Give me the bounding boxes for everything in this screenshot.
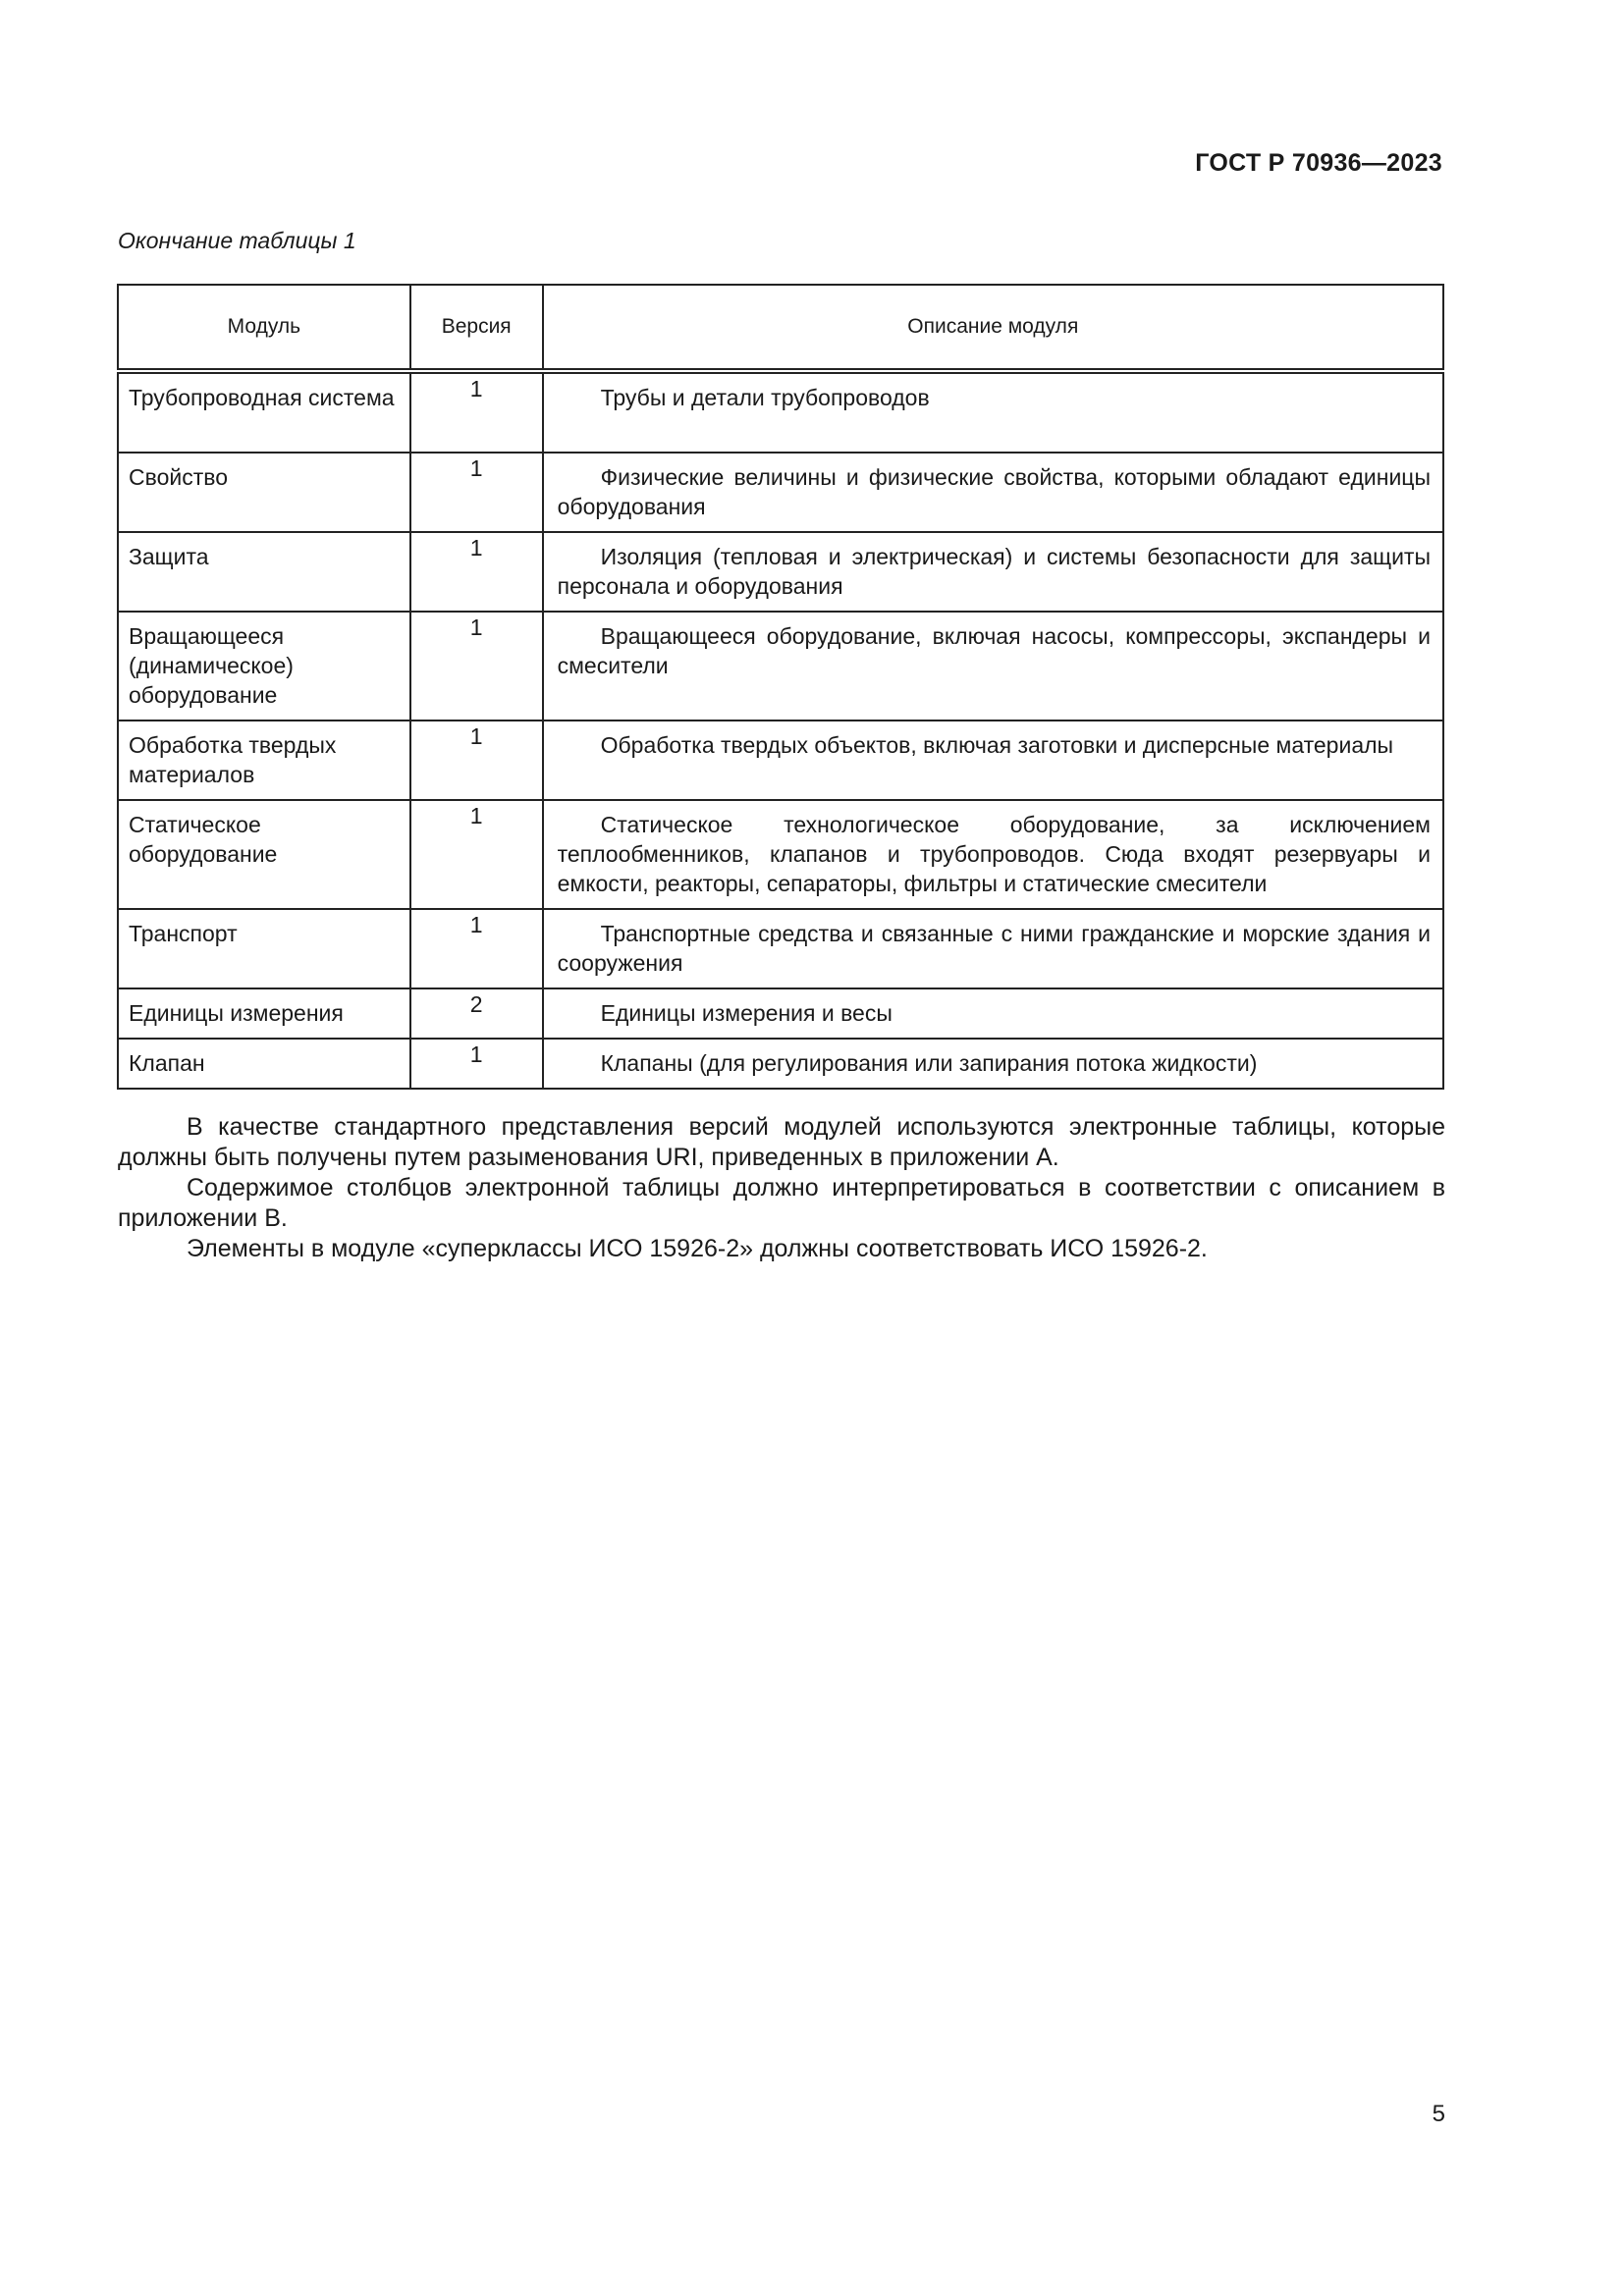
- module-description: Изоляция (тепловая и электрическая) и системы безопасности для защиты персонала и оборудования: [543, 532, 1443, 612]
- module-name: Единицы измерения: [118, 988, 410, 1039]
- column-header-version: Версия: [410, 285, 543, 371]
- module-name: Защита: [118, 532, 410, 612]
- table-row: [118, 800, 1443, 909]
- page-number: 5: [1432, 2101, 1445, 2127]
- module-description: Трубы и детали трубопроводов: [543, 371, 1443, 453]
- module-version: 1: [410, 612, 543, 721]
- module-version: 1: [410, 721, 543, 800]
- module-name: Обработка твердых материалов: [118, 721, 410, 800]
- module-description: Физические величины и физические свойства, которыми обладают единицы оборудования: [543, 453, 1443, 532]
- module-description: Клапаны (для регулирования или запирания потока жидкости): [543, 1039, 1443, 1089]
- column-header-module: Модуль: [118, 285, 410, 371]
- module-name: Клапан: [118, 1039, 410, 1089]
- table-row: [118, 612, 1443, 721]
- module-version: 1: [410, 371, 543, 453]
- module-version: 2: [410, 988, 543, 1039]
- table-caption: Окончание таблицы 1: [118, 228, 356, 253]
- table-row: [118, 1039, 1443, 1089]
- table-row: [118, 721, 1443, 800]
- module-name: Вращающееся (динамическое) оборудование: [118, 612, 410, 721]
- module-description: Единицы измерения и весы: [543, 988, 1443, 1039]
- module-version: 1: [410, 453, 543, 532]
- table-row: [118, 532, 1443, 612]
- paragraph: Элементы в модуле «суперклассы ИСО 15926-2» должны соответствовать ИСО 15926-2.: [187, 1235, 1208, 1262]
- paragraph: Содержимое столбцов электронной таблицы должно интерпретироваться в соответствии с описанием в приложении В.: [118, 1174, 1445, 1232]
- module-version: 1: [410, 532, 543, 612]
- module-version: 1: [410, 800, 543, 909]
- column-header-description: Описание модуля: [543, 285, 1443, 371]
- module-description: Обработка твердых объектов, включая заготовки и дисперсные материалы: [543, 721, 1443, 800]
- module-version: 1: [410, 1039, 543, 1089]
- table-row: [118, 988, 1443, 1039]
- module-name: Свойство: [118, 453, 410, 532]
- table-row: [118, 371, 1443, 453]
- module-description: Статическое технологическое оборудование, за исключением теплообменников, клапанов и трубопроводов. Сюда входят резервуары и емкости, реакторы, сепараторы, фильтры и статические смесители: [543, 800, 1443, 909]
- document-code: ГОСТ Р 70936—2023: [1195, 149, 1442, 177]
- modules-table: [117, 284, 1444, 1090]
- module-name: Статическое оборудование: [118, 800, 410, 909]
- module-version: 1: [410, 909, 543, 988]
- table-header-row: [118, 285, 1443, 371]
- module-name: Транспорт: [118, 909, 410, 988]
- module-name: Трубопроводная система: [118, 371, 410, 453]
- table-row: [118, 453, 1443, 532]
- paragraph: В качестве стандартного представления версий модулей используются электронные таблицы, которые должны быть получены путем разыменования URI, приведенных в приложении А.: [118, 1113, 1445, 1171]
- table-row: [118, 909, 1443, 988]
- module-description: Транспортные средства и связанные с ними гражданские и морские здания и сооружения: [543, 909, 1443, 988]
- body-text: [118, 1112, 1445, 1264]
- module-description: Вращающееся оборудование, включая насосы, компрессоры, экспандеры и смесители: [543, 612, 1443, 721]
